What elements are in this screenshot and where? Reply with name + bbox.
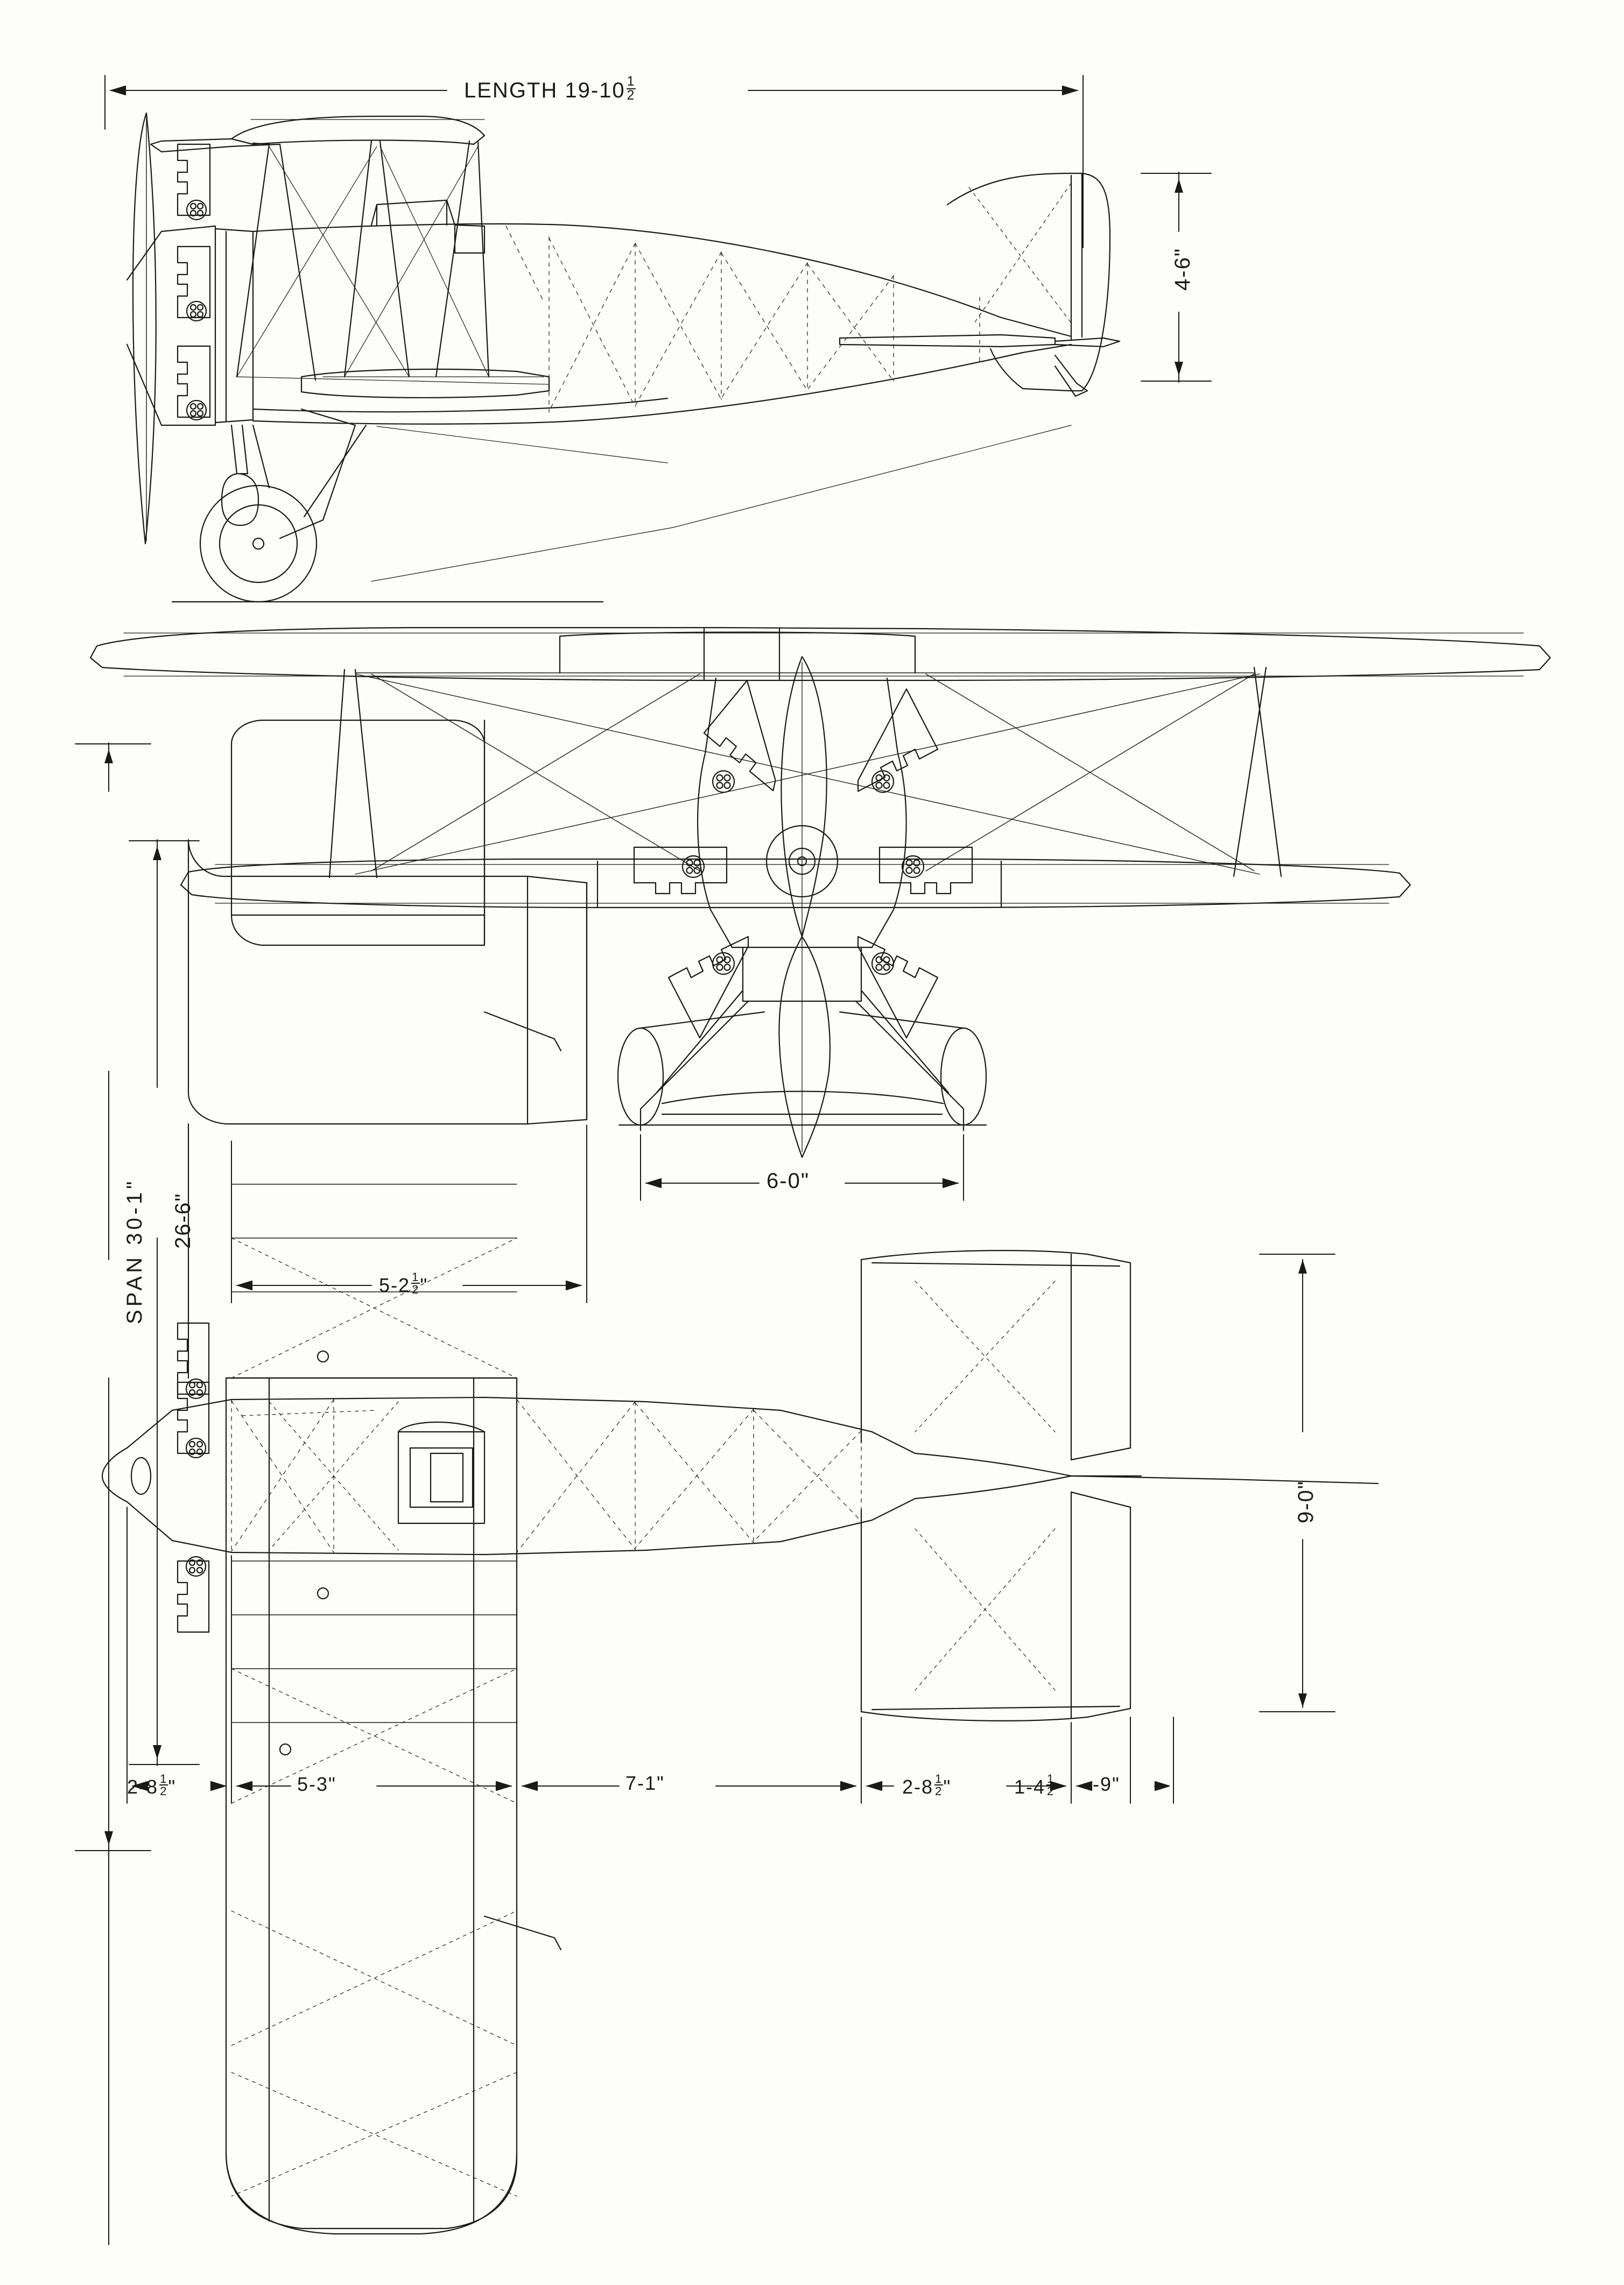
upper-chord-station-label: 5-2 $\frac{1}{2}$ " [379,1270,428,1297]
span-dimension-label: SPAN 30-1" [123,1178,146,1324]
nose-station-label: 2-8 $\frac{1}{2}$ " [127,1772,177,1798]
plan-view-group [75,720,1378,2245]
lower-span-dimension-label: 26-6" [171,1192,195,1249]
tailplane-span-dimension-label: 9-0" [1294,1480,1318,1523]
tail-station-2-label: 1-4 $\frac{1}{2}$ [1014,1772,1055,1798]
track-dimension-label: 6-0" [767,1169,810,1193]
lower-chord-station-label: 5-3" [297,1773,336,1795]
tail-station-3-label: -9" [1093,1773,1120,1795]
front-elevation-group [90,628,1550,1200]
tail-station-1-label: 2-8 $\frac{1}{2}$ " [902,1772,952,1798]
height-dimension-label: 4-6" [1171,247,1194,291]
side-elevation-group [105,75,1211,602]
fuselage-station-label: 7-1" [625,1772,665,1794]
length-dimension-label: LENGTH 19-10 $\frac{1}{2}$ [464,74,636,103]
